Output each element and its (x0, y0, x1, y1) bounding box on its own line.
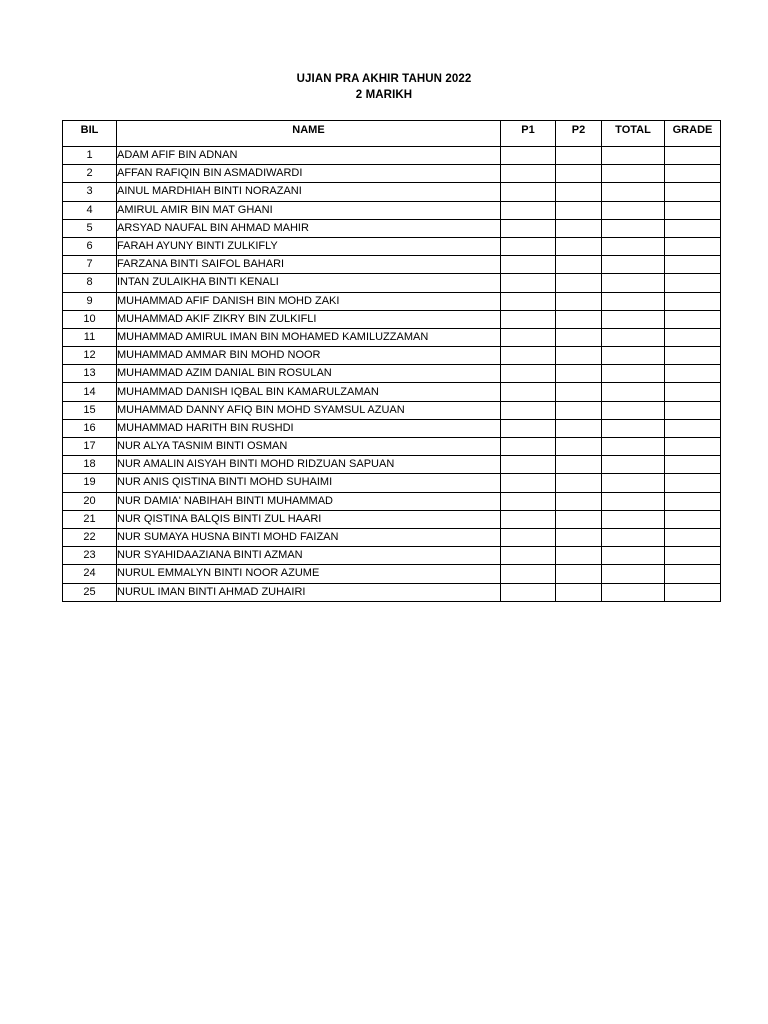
cell-p2 (556, 274, 602, 292)
cell-total (602, 438, 665, 456)
cell-name: NUR DAMIA' NABIHAH BINTI MUHAMMAD (117, 492, 501, 510)
cell-bil: 7 (63, 256, 117, 274)
student-table (62, 120, 721, 602)
cell-p1 (501, 310, 556, 328)
cell-p2 (556, 419, 602, 437)
table-row (63, 365, 721, 383)
cell-p2 (556, 528, 602, 546)
header-total: TOTAL (602, 121, 665, 147)
cell-bil: 15 (63, 401, 117, 419)
cell-p1 (501, 565, 556, 583)
cell-grade (665, 401, 721, 419)
cell-p2 (556, 438, 602, 456)
table-row (63, 528, 721, 546)
document-title: UJIAN PRA AKHIR TAHUN 2022 (296, 73, 472, 85)
cell-name: FARAH AYUNY BINTI ZULKIFLY (117, 237, 501, 255)
cell-p1 (501, 583, 556, 601)
cell-p1 (501, 328, 556, 346)
cell-p1 (501, 383, 556, 401)
cell-p2 (556, 365, 602, 383)
cell-p2 (556, 219, 602, 237)
cell-name: MUHAMMAD AMMAR BIN MOHD NOOR (117, 347, 501, 365)
cell-p1 (501, 419, 556, 437)
cell-grade (665, 528, 721, 546)
cell-p1 (501, 456, 556, 474)
cell-grade (665, 565, 721, 583)
cell-p2 (556, 201, 602, 219)
cell-total (602, 310, 665, 328)
cell-bil: 9 (63, 292, 117, 310)
cell-grade (665, 310, 721, 328)
cell-p1 (501, 147, 556, 165)
cell-total (602, 528, 665, 546)
cell-total (602, 383, 665, 401)
cell-p1 (501, 183, 556, 201)
cell-grade (665, 365, 721, 383)
cell-bil: 12 (63, 347, 117, 365)
cell-grade (665, 419, 721, 437)
cell-bil: 13 (63, 365, 117, 383)
cell-bil: 6 (63, 237, 117, 255)
table-row (63, 474, 721, 492)
table-row (63, 256, 721, 274)
table-body (63, 147, 721, 602)
cell-bil: 19 (63, 474, 117, 492)
table-row (63, 510, 721, 528)
cell-p1 (501, 438, 556, 456)
cell-total (602, 583, 665, 601)
cell-bil: 23 (63, 547, 117, 565)
cell-bil: 11 (63, 328, 117, 346)
cell-total (602, 219, 665, 237)
cell-total (602, 147, 665, 165)
cell-p2 (556, 237, 602, 255)
cell-name: MUHAMMAD AFIF DANISH BIN MOHD ZAKI (117, 292, 501, 310)
cell-total (602, 401, 665, 419)
cell-name: INTAN ZULAIKHA BINTI KENALI (117, 274, 501, 292)
cell-grade (665, 237, 721, 255)
cell-grade (665, 456, 721, 474)
table-row (63, 328, 721, 346)
cell-bil: 1 (63, 147, 117, 165)
cell-name: NUR SYAHIDAAZIANA BINTI AZMAN (117, 547, 501, 565)
class-name: 2 MARIKH (355, 89, 413, 101)
cell-grade (665, 147, 721, 165)
cell-p1 (501, 256, 556, 274)
cell-name: AFFAN RAFIQIN BIN ASMADIWARDI (117, 165, 501, 183)
cell-p1 (501, 528, 556, 546)
cell-bil: 25 (63, 583, 117, 601)
cell-p1 (501, 474, 556, 492)
cell-name: MUHAMMAD DANISH IQBAL BIN KAMARULZAMAN (117, 383, 501, 401)
cell-grade (665, 510, 721, 528)
cell-name: NUR SUMAYA HUSNA BINTI MOHD FAIZAN (117, 528, 501, 546)
table-header-row (63, 121, 721, 147)
cell-grade (665, 292, 721, 310)
cell-name: NURUL IMAN BINTI AHMAD ZUHAIRI (117, 583, 501, 601)
cell-p2 (556, 492, 602, 510)
header-grade: GRADE (665, 121, 721, 147)
cell-grade (665, 347, 721, 365)
header-bil: BIL (63, 121, 117, 147)
cell-name: AMIRUL AMIR BIN MAT GHANI (117, 201, 501, 219)
cell-grade (665, 165, 721, 183)
cell-total (602, 328, 665, 346)
table-row (63, 147, 721, 165)
cell-p1 (501, 510, 556, 528)
cell-grade (665, 201, 721, 219)
cell-total (602, 510, 665, 528)
cell-total (602, 547, 665, 565)
cell-p1 (501, 492, 556, 510)
cell-bil: 8 (63, 274, 117, 292)
cell-grade (665, 474, 721, 492)
cell-name: NUR QISTINA BALQIS BINTI ZUL HAARI (117, 510, 501, 528)
table-row (63, 183, 721, 201)
header-name: NAME (117, 121, 501, 147)
cell-grade (665, 583, 721, 601)
table-row (63, 383, 721, 401)
cell-p1 (501, 237, 556, 255)
cell-p2 (556, 347, 602, 365)
cell-total (602, 237, 665, 255)
cell-bil: 16 (63, 419, 117, 437)
cell-name: MUHAMMAD DANNY AFIQ BIN MOHD SYAMSUL AZUAN (117, 401, 501, 419)
table-row (63, 419, 721, 437)
cell-total (602, 347, 665, 365)
table-row (63, 219, 721, 237)
cell-p1 (501, 274, 556, 292)
cell-bil: 18 (63, 456, 117, 474)
table-row (63, 237, 721, 255)
cell-name: MUHAMMAD HARITH BIN RUSHDI (117, 419, 501, 437)
cell-p2 (556, 401, 602, 419)
cell-name: NUR ALYA TASNIM BINTI OSMAN (117, 438, 501, 456)
cell-grade (665, 547, 721, 565)
cell-bil: 17 (63, 438, 117, 456)
table-row (63, 165, 721, 183)
cell-bil: 3 (63, 183, 117, 201)
cell-p1 (501, 201, 556, 219)
cell-grade (665, 256, 721, 274)
cell-bil: 10 (63, 310, 117, 328)
cell-p1 (501, 547, 556, 565)
cell-total (602, 201, 665, 219)
header-p1: P1 (501, 121, 556, 147)
cell-p2 (556, 256, 602, 274)
cell-p1 (501, 165, 556, 183)
cell-p2 (556, 292, 602, 310)
table-row (63, 401, 721, 419)
cell-total (602, 365, 665, 383)
cell-grade (665, 383, 721, 401)
cell-p1 (501, 292, 556, 310)
cell-p1 (501, 219, 556, 237)
table-row (63, 583, 721, 601)
cell-bil: 20 (63, 492, 117, 510)
cell-grade (665, 492, 721, 510)
table-row (63, 438, 721, 456)
cell-total (602, 274, 665, 292)
cell-p2 (556, 547, 602, 565)
cell-total (602, 165, 665, 183)
cell-name: MUHAMMAD AKIF ZIKRY BIN ZULKIFLI (117, 310, 501, 328)
cell-p1 (501, 347, 556, 365)
cell-bil: 21 (63, 510, 117, 528)
table-row (63, 565, 721, 583)
cell-p2 (556, 165, 602, 183)
cell-name: MUHAMMAD AZIM DANIAL BIN ROSULAN (117, 365, 501, 383)
cell-name: MUHAMMAD AMIRUL IMAN BIN MOHAMED KAMILUZZAMAN (117, 328, 501, 346)
cell-p2 (556, 456, 602, 474)
cell-grade (665, 328, 721, 346)
cell-total (602, 456, 665, 474)
cell-grade (665, 219, 721, 237)
cell-p2 (556, 183, 602, 201)
cell-total (602, 292, 665, 310)
cell-total (602, 419, 665, 437)
table-row (63, 201, 721, 219)
cell-name: NURUL EMMALYN BINTI NOOR AZUME (117, 565, 501, 583)
table-row (63, 274, 721, 292)
cell-bil: 22 (63, 528, 117, 546)
cell-grade (665, 183, 721, 201)
cell-name: NUR AMALIN AISYAH BINTI MOHD RIDZUAN SAPUAN (117, 456, 501, 474)
cell-p1 (501, 365, 556, 383)
cell-total (602, 183, 665, 201)
table-row (63, 292, 721, 310)
cell-p2 (556, 583, 602, 601)
table-row (63, 347, 721, 365)
cell-total (602, 474, 665, 492)
cell-p2 (556, 310, 602, 328)
cell-grade (665, 274, 721, 292)
cell-total (602, 256, 665, 274)
cell-p2 (556, 510, 602, 528)
cell-bil: 14 (63, 383, 117, 401)
cell-p2 (556, 565, 602, 583)
cell-bil: 4 (63, 201, 117, 219)
cell-name: ARSYAD NAUFAL BIN AHMAD MAHIR (117, 219, 501, 237)
cell-p2 (556, 328, 602, 346)
cell-grade (665, 438, 721, 456)
table-row (63, 310, 721, 328)
cell-total (602, 565, 665, 583)
cell-p1 (501, 401, 556, 419)
cell-name: ADAM AFIF BIN ADNAN (117, 147, 501, 165)
cell-p2 (556, 383, 602, 401)
table-row (63, 456, 721, 474)
table-row (63, 492, 721, 510)
cell-total (602, 492, 665, 510)
cell-bil: 5 (63, 219, 117, 237)
table-row (63, 547, 721, 565)
cell-p2 (556, 147, 602, 165)
cell-bil: 24 (63, 565, 117, 583)
header-p2: P2 (556, 121, 602, 147)
cell-name: NUR ANIS QISTINA BINTI MOHD SUHAIMI (117, 474, 501, 492)
cell-name: FARZANA BINTI SAIFOL BAHARI (117, 256, 501, 274)
cell-name: AINUL MARDHIAH BINTI NORAZANI (117, 183, 501, 201)
cell-bil: 2 (63, 165, 117, 183)
cell-p2 (556, 474, 602, 492)
